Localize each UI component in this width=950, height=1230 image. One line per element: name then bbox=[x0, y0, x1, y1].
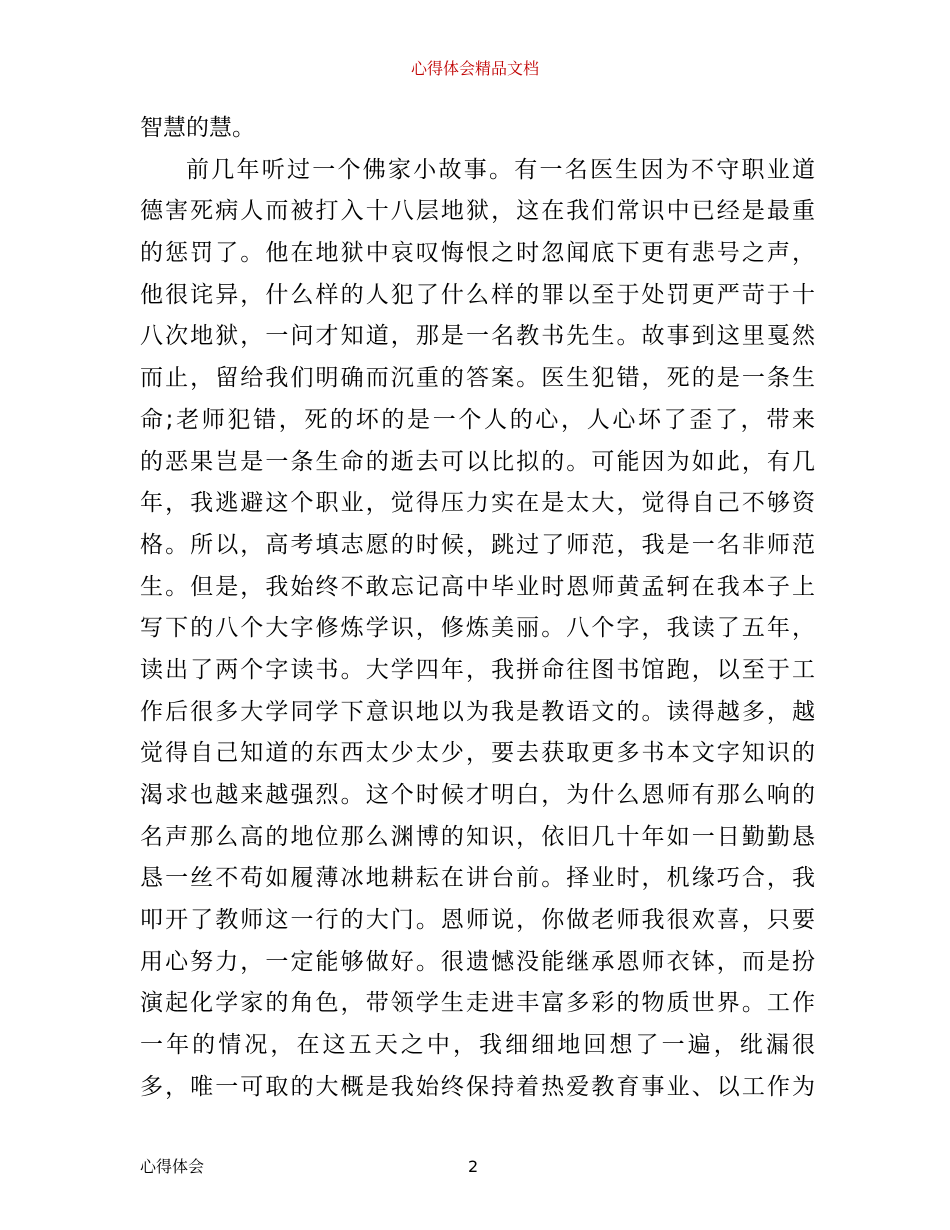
header-title: 心得体会精品文档 bbox=[410, 59, 539, 78]
text-line: 命;老师犯错，死的坏的是一个人的心，人心坏了歪了，带来 bbox=[140, 406, 815, 433]
text-line: 而止，留给我们明确而沉重的答案。医生犯错，死的是一条生 bbox=[140, 365, 815, 392]
text-line: 恳一丝不苟如履薄冰地耕耘在讲台前。择业时，机缘巧合，我 bbox=[140, 865, 815, 892]
page-number: 2 bbox=[468, 1157, 479, 1176]
text-line: 年，我逃避这个职业，觉得压力实在是太大，觉得自己不够资 bbox=[140, 490, 815, 517]
text-line: 写下的八个大字修炼学识，修炼美丽。八个字，我读了五年， bbox=[140, 615, 815, 642]
text-line: 德害死病人而被打入十八层地狱，这在我们常识中已经是最重 bbox=[140, 198, 815, 225]
text-line: 用心努力，一定能够做好。很遗憾没能继承恩师衣钵，而是扮 bbox=[140, 948, 815, 975]
text-line: 一年的情况，在这五天之中，我细细地回想了一遍，纰漏很 bbox=[140, 1032, 815, 1059]
text-line: 渴求也越来越强烈。这个时候才明白，为什么恩师有那么响的 bbox=[140, 782, 815, 808]
text-line: 觉得自己知道的东西太少太少，要去获取更多书本文字知识的 bbox=[140, 740, 815, 767]
text-line: 多，唯一可取的大概是我始终保持着热爱教育事业、以工作为 bbox=[140, 1073, 815, 1100]
text-line: 他很诧异，什么样的人犯了什么样的罪以至于处罚更严苛于十 bbox=[140, 281, 815, 308]
text-line: 八次地狱，一问才知道，那是一名教书先生。故事到这里戛然 bbox=[140, 323, 815, 350]
body-text bbox=[140, 108, 815, 1109]
footer-label: 心得体会 bbox=[140, 1157, 205, 1176]
text-line: 作后很多大学同学下意识地以为我是教语文的。读得越多，越 bbox=[140, 698, 815, 725]
text-line: 前几年听过一个佛家小故事。有一名医生因为不守职业道 bbox=[186, 156, 815, 183]
text-line: 叩开了教师这一行的大门。恩师说，你做老师我很欢喜，只要 bbox=[140, 907, 815, 934]
text-line: 生。但是，我始终不敢忘记高中毕业时恩师黄孟轲在我本子上 bbox=[140, 573, 815, 600]
text-line: 的惩罚了。他在地狱中哀叹悔恨之时忽闻底下更有悲号之声， bbox=[140, 240, 815, 267]
text-line: 演起化学家的角色，带领学生走进丰富多彩的物质世界。工作 bbox=[140, 990, 815, 1017]
text-line: 格。所以，高考填志愿的时候，跳过了师范，我是一名非师范 bbox=[140, 531, 815, 558]
text-line: 的恶果岂是一条生命的逝去可以比拟的。可能因为如此，有几 bbox=[140, 448, 815, 475]
text-line: 读出了两个字读书。大学四年，我拼命往图书馆跑，以至于工 bbox=[140, 656, 815, 683]
text-line: 智慧的慧。 bbox=[140, 115, 255, 141]
text-line: 名声那么高的地位那么渊博的知识，依旧几十年如一日勤勤恳 bbox=[140, 823, 815, 850]
